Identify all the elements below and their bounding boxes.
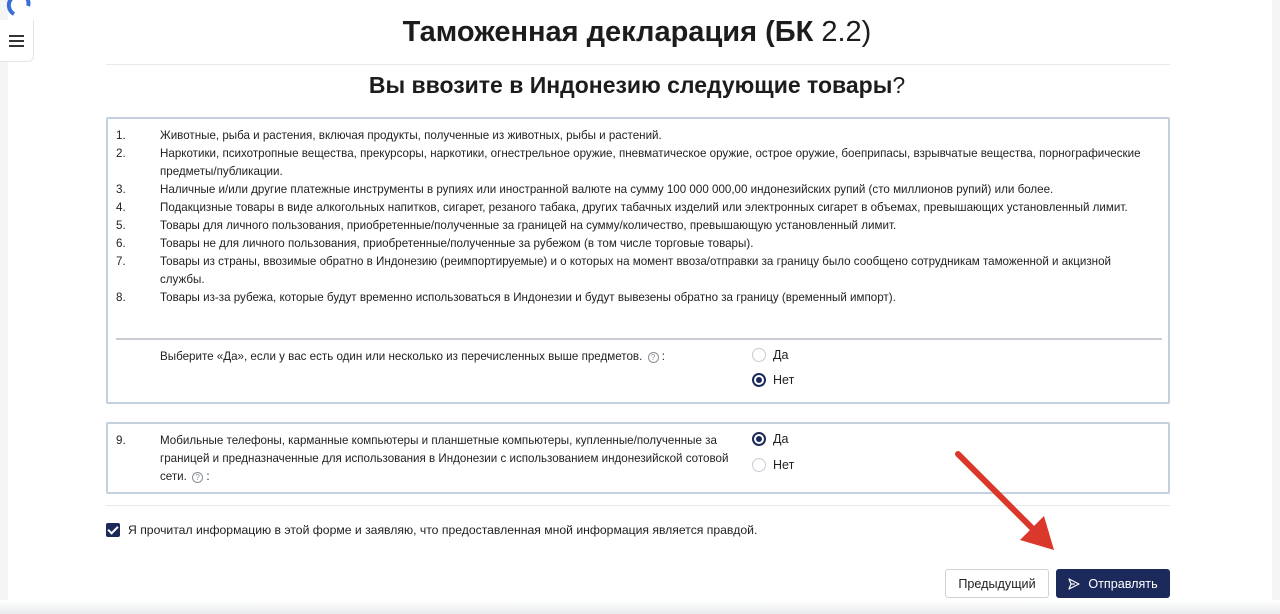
- hamburger-icon: [9, 35, 24, 47]
- agreement-checkbox-row[interactable]: [106, 523, 757, 537]
- question-2-colon: :: [206, 470, 210, 483]
- section-question-heading: [0, 72, 1274, 99]
- goods-list-item: [116, 127, 1156, 145]
- goods-item-number: 4.: [116, 201, 126, 214]
- previous-button[interactable]: [945, 569, 1049, 598]
- goods-list: [116, 127, 1156, 307]
- question-1-option-no[interactable]: [752, 373, 794, 387]
- radio-yes-label: Да: [773, 348, 789, 362]
- question-2-label: [160, 432, 750, 486]
- previous-button-label: Предыдущий: [958, 576, 1036, 591]
- page-title-version: 2.2): [821, 16, 872, 48]
- page-title: [0, 16, 1274, 49]
- goods-list-item: [116, 253, 1156, 289]
- goods-list-item: [116, 235, 1156, 253]
- question-1-text: Выберите «Да», если у вас есть один или несколько из перечисленных выше предметов.: [160, 350, 643, 363]
- radio-yes[interactable]: [752, 348, 766, 362]
- menu-button[interactable]: [0, 20, 34, 62]
- goods-item-text: Подакцизные товары в виде алкогольных напитков, сигарет, резаного табака, других табачных изделий или электронных сигарет в объемах, превышающих установленный лимит.: [160, 201, 1128, 214]
- goods-item-number: 8.: [116, 291, 126, 304]
- title-divider: [106, 64, 1170, 65]
- section-question-text: Вы ввозите в Индонезию следующие товары: [368, 72, 893, 98]
- radio-no-label: Нет: [773, 458, 795, 472]
- goods-item-text: Товары из страны, ввозимые обратно в Индонезию (реимпортируемые) и о которых на момент ввоза/отправки за границу было сообщено сотрудникам таможенной и акцизной службы.: [160, 255, 1112, 286]
- goods-list-item: [116, 145, 1156, 181]
- goods-list-item: [116, 289, 1156, 307]
- radio-yes-label: Да: [773, 432, 789, 446]
- list-divider: [116, 338, 1162, 340]
- question-2-option-no[interactable]: [752, 458, 794, 472]
- page-bottom-shadow: [0, 600, 1280, 614]
- goods-list-item: [116, 217, 1156, 235]
- radio-yes-selected[interactable]: [752, 432, 766, 446]
- goods-list-card: [106, 117, 1170, 404]
- goods-item-number: 3.: [116, 183, 126, 196]
- radio-no-label: Нет: [773, 373, 795, 387]
- goods-item-text: Наличные и/или другие платежные инструменты в рупиях или иностранной валюте на сумму 100 000 000,00 индонезийских рупий (сто миллионов рупий) или более.: [160, 183, 1054, 196]
- goods-item-text: Животные, рыба и растения, включая продукты, полученные из животных, рыбы и растений.: [160, 129, 662, 142]
- goods-item-number: 7.: [116, 255, 126, 268]
- question-1-colon: :: [661, 350, 666, 363]
- goods-item-number: 2.: [116, 147, 126, 160]
- page-title-text: Таможенная декларация (БК: [402, 16, 814, 48]
- goods-list-item: [116, 181, 1156, 199]
- radio-no-selected[interactable]: [752, 373, 766, 387]
- question-2-number: 9.: [116, 434, 126, 447]
- goods-item-text: Товары из-за рубежа, которые будут временно использоваться в Индонезии и будут вывезены обратно за границу (временный импорт).: [160, 291, 896, 304]
- submit-button-label: Отправлять: [1088, 576, 1158, 591]
- paper-plane-icon: [1068, 578, 1080, 590]
- radio-no[interactable]: [752, 458, 766, 472]
- red-arrow-annotation-icon: [950, 448, 1062, 554]
- goods-item-text: Наркотики, психотропные вещества, прекурсоры, наркотики, огнестрельное оружие, пневматическое оружие, острое оружие, боеприпасы, взрывчатые вещества, порнографические предметы/публикации.: [160, 147, 1141, 178]
- submit-button[interactable]: [1056, 569, 1170, 598]
- question-1-label: [160, 348, 665, 366]
- goods-item-number: 5.: [116, 219, 126, 232]
- goods-item-text: Товары для личного пользования, приобретенные/полученные за границей на сумму/количество, превышающую установленный лимит.: [160, 219, 897, 232]
- goods-item-text: Товары не для личного пользования, приобретенные/полученные за рубежом (в том числе торговые товары).: [160, 237, 754, 250]
- question-circle-icon[interactable]: ?: [648, 352, 659, 363]
- question-2-text: Мобильные телефоны, карманные компьютеры и планшетные компьютеры, купленные/полученные за границей и предназначенные для использования в Индонезии с использованием индонезийской сотовой сети.: [160, 434, 729, 483]
- section-question-mark: ?: [892, 72, 906, 98]
- goods-item-number: 6.: [116, 237, 126, 250]
- goods-list-item: [116, 199, 1156, 217]
- app-logo-icon: [4, 0, 34, 20]
- goods-item-number: 1.: [116, 129, 126, 142]
- question-1-option-yes[interactable]: [752, 348, 788, 362]
- question-circle-icon[interactable]: ?: [192, 472, 203, 483]
- agreement-label: Я прочитал информацию в этой форме и заявляю, что предоставленная мной информация является правдой.: [128, 523, 758, 537]
- question-2-option-yes[interactable]: [752, 432, 788, 446]
- agreement-checkbox[interactable]: [106, 523, 120, 537]
